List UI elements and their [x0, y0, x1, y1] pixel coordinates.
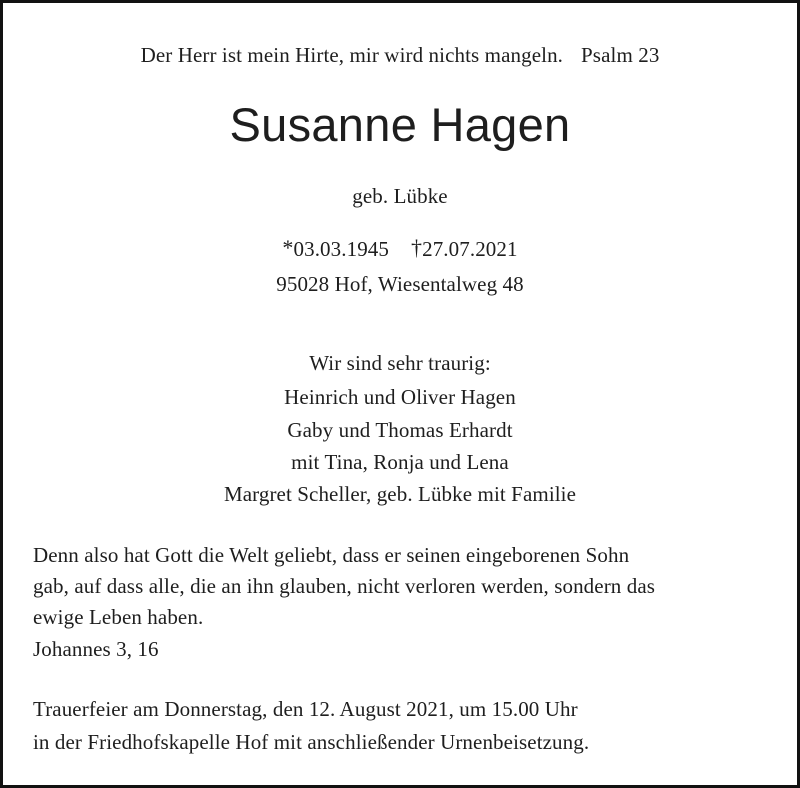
- birth-star-icon: *: [282, 235, 294, 260]
- mourners-intro: Wir sind sehr traurig:: [309, 351, 491, 375]
- deceased-name: Susanne Hagen: [229, 98, 571, 151]
- mourner-line: Gaby und Thomas Erhardt: [287, 418, 513, 442]
- maiden-name: geb. Lübke: [352, 184, 448, 208]
- mourner-line: Heinrich und Oliver Hagen: [284, 385, 516, 409]
- bible-verse-line: ewige Leben haben.: [33, 605, 204, 629]
- death-date: 27.07.2021: [422, 237, 518, 261]
- bible-verse-line: gab, auf dass alle, die an ihn glauben, nicht verloren werden, sondern das: [33, 574, 656, 598]
- life-dates: [3, 235, 797, 262]
- bible-verse-line: Denn also hat Gott die Welt geliebt, dass er seinen eingeborenen Sohn: [33, 543, 630, 567]
- psalm-quote: Der Herr ist mein Hirte, mir wird nichts mangeln.: [140, 43, 564, 67]
- funeral-service-line: Trauerfeier am Donnerstag, den 12. August 2021, um 15.00 Uhr: [33, 697, 578, 721]
- mourner-line: Margret Scheller, geb. Lübke mit Familie: [223, 482, 577, 506]
- header-quote: [3, 42, 797, 68]
- bible-verse-reference: Johannes 3, 16: [33, 637, 159, 661]
- birth-date: 03.03.1945: [293, 237, 389, 261]
- psalm-source: Psalm 23: [581, 43, 660, 67]
- funeral-service-line: in der Friedhofskapelle Hof mit anschließender Urnenbeisetzung.: [33, 730, 590, 754]
- address: 95028 Hof, Wiesentalweg 48: [276, 272, 524, 296]
- death-cross-icon: †: [411, 235, 423, 260]
- mourner-line: mit Tina, Ronja und Lena: [291, 450, 509, 474]
